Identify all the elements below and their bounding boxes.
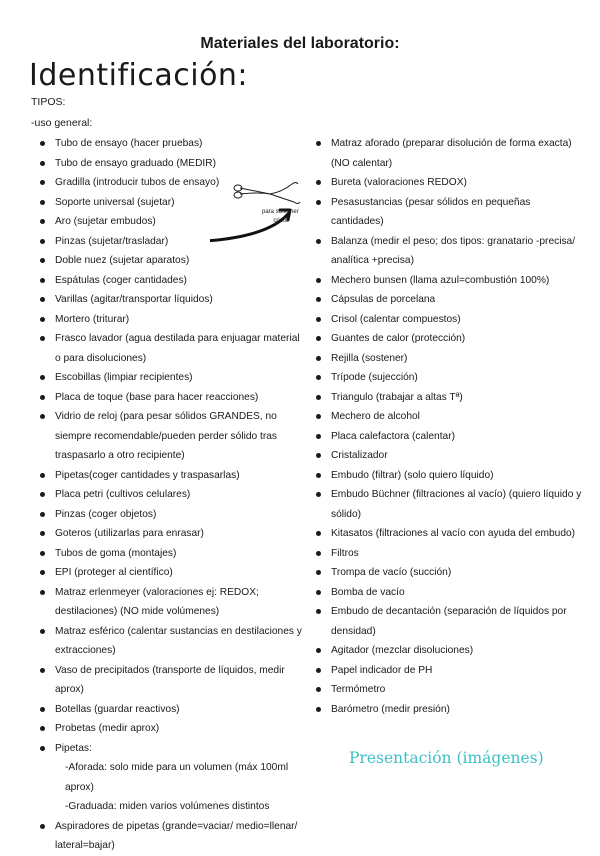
presentation-link[interactable]: Presentación (imágenes): [349, 749, 544, 767]
list-item: Tubos de goma (montajes): [31, 544, 307, 564]
list-item: Frasco lavador (agua destilada para enjuagar material o para disoluciones): [31, 329, 307, 368]
list-item: Goteros (utilizarlas para enrasar): [31, 524, 307, 544]
page-title: Materiales del laboratorio:: [200, 35, 400, 52]
list-item: Agitador (mezclar disoluciones): [307, 641, 583, 661]
list-item: Placa petri (cultivos celulares): [31, 485, 307, 505]
list-item: Cápsulas de porcelana: [307, 290, 583, 310]
list-item: Termómetro: [307, 680, 583, 700]
list-item: -Aforada: solo mide para un volumen (máx 100ml aprox): [65, 762, 289, 793]
list-item: Matraz esférico (calentar sustancias en destilaciones y extracciones): [31, 622, 307, 661]
list-item: Embudo (filtrar) (solo quiero líquido): [307, 466, 583, 486]
list-item: Filtros: [307, 544, 583, 564]
list-item: Vidrio de reloj (para pesar sólidos GRANDES, no siempre recomendable/pueden perder sólido tras traspasarlo a otro recipiente): [31, 407, 307, 466]
tipos-label: TIPOS:: [31, 96, 66, 108]
list-item: Matraz aforado (preparar disolución de forma exacta) (NO calentar): [307, 134, 583, 173]
list-item: Papel indicador de PH: [307, 661, 583, 681]
list-item: Mortero (triturar): [31, 310, 307, 330]
list-item: Gradilla (introducir tubos de ensayo): [31, 173, 307, 193]
list-item: Embudo Büchner (filtraciones al vacío) (quiero líquido y sólido): [307, 485, 583, 524]
list-item: Placa calefactora (calentar): [307, 427, 583, 447]
list-item: Pinzas (coger objetos): [31, 505, 307, 525]
list-item: Varillas (agitar/transportar líquidos): [31, 290, 307, 310]
list-item: Cristalizador: [307, 446, 583, 466]
list-item: Crisol (calentar compuestos): [307, 310, 583, 330]
subheading: -uso general:: [31, 117, 93, 129]
list-item: Botellas (guardar reactivos): [31, 700, 307, 720]
list-item: Pesasustancias (pesar sólidos en pequeñas cantidades): [307, 193, 583, 232]
list-item: Escobillas (limpiar recipientes): [31, 368, 307, 388]
list-item: Balanza (medir el peso; dos tipos: granatario -precisa/ analítica +precisa): [307, 232, 583, 271]
list-item: Placa de toque (base para hacer reacciones): [31, 388, 307, 408]
section-heading: Identificación:: [29, 58, 249, 93]
list-item: Pipetas(coger cantidades y traspasarlas): [31, 466, 307, 486]
list-item: Mechero bunsen (llama azul=combustión 100%): [307, 271, 583, 291]
list-item: Doble nuez (sujetar aparatos): [31, 251, 307, 271]
list-item: Bureta (valoraciones REDOX): [307, 173, 583, 193]
list-item: Matraz erlenmeyer (valoraciones ej: REDOX; destilaciones) (NO mide volúmenes): [31, 583, 307, 622]
sketch-note: [262, 208, 299, 226]
list-item: Kitasatos (filtraciones al vacío con ayuda del embudo): [307, 524, 583, 544]
list-item: Tubo de ensayo graduado (MEDIR): [31, 154, 307, 174]
list-item: -Graduada: miden varios volúmenes distintos: [65, 801, 270, 812]
list-item: Vaso de precipitados (transporte de líquidos, medir aprox): [31, 661, 307, 700]
list-item: Embudo de decantación (separación de líquidos por densidad): [307, 602, 583, 641]
list-item: Tubo de ensayo (hacer pruebas): [31, 134, 307, 154]
list-item: Aro (sujetar embudos): [31, 212, 307, 232]
sketch-note-line: crisol: [273, 218, 288, 224]
list-item: Espátulas (coger cantidades): [31, 271, 307, 291]
list-item: Guantes de calor (protección): [307, 329, 583, 349]
sketch-note-line: para sostener: [262, 209, 299, 215]
list-item: Aspiradores de pipetas (grande=vaciar/ medio=llenar/ lateral=bajar): [31, 817, 307, 856]
right-column-list: [307, 134, 583, 719]
list-item: Soporte universal (sujetar): [31, 193, 307, 213]
list-item: Pinzas (sujetar/trasladar): [31, 232, 307, 252]
list-item: Bomba de vacío: [307, 583, 583, 603]
list-item: Trípode (sujección): [307, 368, 583, 388]
list-item: Mechero de alcohol: [307, 407, 583, 427]
list-item: Probetas (medir aprox): [31, 719, 307, 739]
list-item: Triangulo (trabajar a altas Tª): [307, 388, 583, 408]
list-item: Trompa de vacío (succión): [307, 563, 583, 583]
list-item: Rejilla (sostener): [307, 349, 583, 369]
list-item: Barómetro (medir presión): [307, 700, 583, 720]
list-item: Pipetas:: [31, 739, 307, 759]
list-item: EPI (proteger al científico): [31, 563, 307, 583]
